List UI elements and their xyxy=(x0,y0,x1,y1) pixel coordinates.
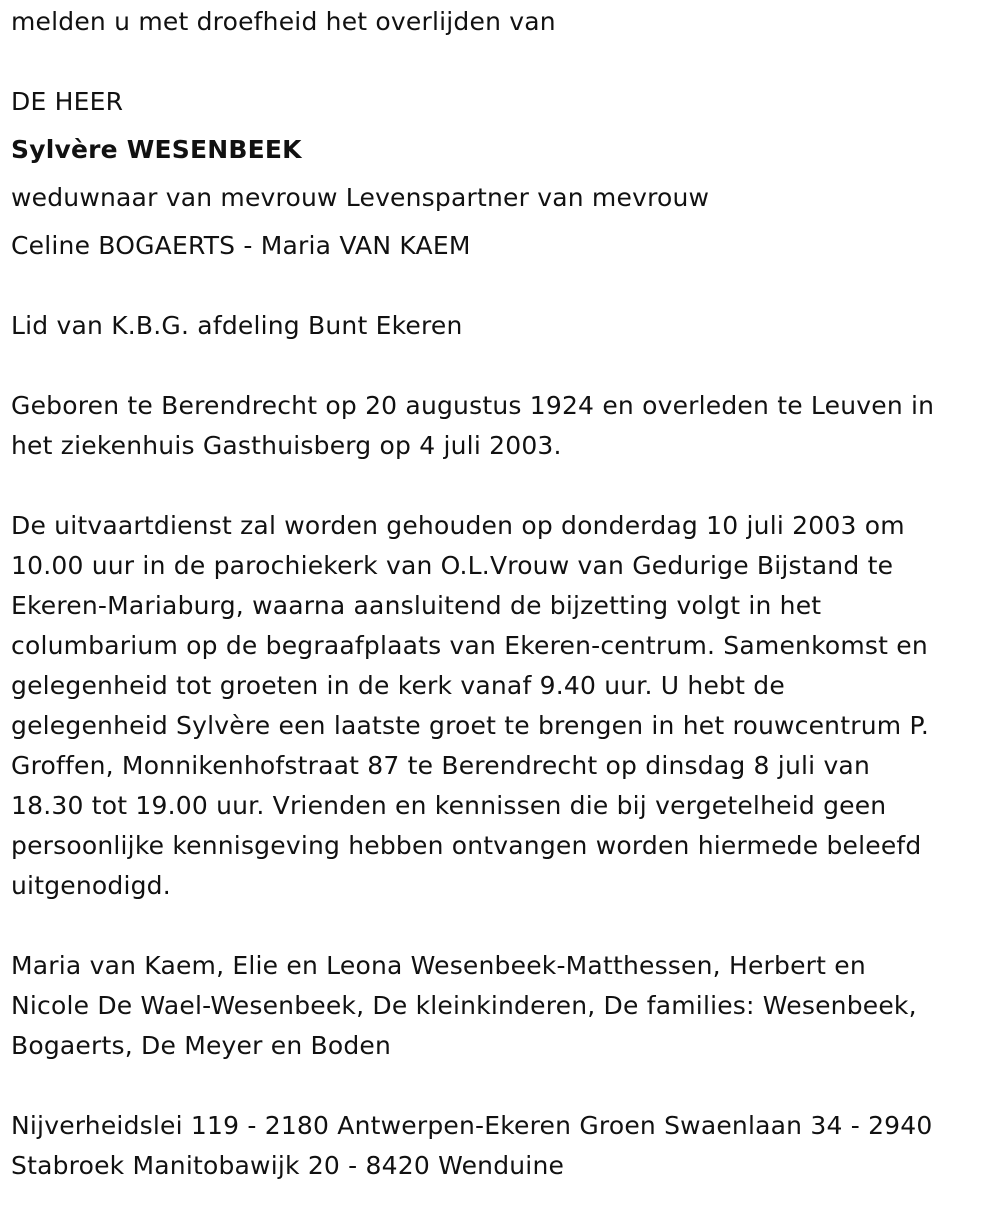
funeral-line: Ekeren-Mariaburg, waarna aansluitend de bijzetting volgt in het xyxy=(11,591,822,620)
address-line: Nijverheidslei 119 - 2180 Antwerpen-Ekeren Groen Swaenlaan 34 - 2940 xyxy=(11,1111,933,1140)
funeral-line: uitgenodigd. xyxy=(11,871,171,900)
funeral-line: 10.00 uur in de parochiekerk van O.L.Vrouw van Gedurige Bijstand te xyxy=(11,551,894,580)
funeral-line: gelegenheid Sylvère een laatste groet te brengen in het rouwcentrum P. xyxy=(11,711,929,740)
funeral-line: 18.30 tot 19.00 uur. Vrienden en kennissen die bij vergetelheid geen xyxy=(11,791,887,820)
birth-death-line: het ziekenhuis Gasthuisberg op 4 juli 2003. xyxy=(11,431,562,460)
partner-names: Celine BOGAERTS - Maria VAN KAEM xyxy=(11,231,471,260)
deceased-name: Sylvère WESENBEEK xyxy=(11,135,302,164)
relation-text: weduwnaar van mevrouw Levenspartner van mevrouw xyxy=(11,183,710,212)
address-line: Stabroek Manitobawijk 20 - 8420 Wenduine xyxy=(11,1151,565,1180)
family-line: Maria van Kaem, Elie en Leona Wesenbeek-Matthessen, Herbert en xyxy=(11,951,866,980)
intro-text: melden u met droefheid het overlijden van xyxy=(11,7,556,36)
family-paragraph xyxy=(11,946,986,1066)
death-notice xyxy=(11,2,986,1186)
funeral-line: Groffen, Monnikenhofstraat 87 te Berendrecht op dinsdag 8 juli van xyxy=(11,751,871,780)
funeral-line: gelegenheid tot groeten in de kerk vanaf 9.40 uur. U hebt de xyxy=(11,671,785,700)
membership-text: Lid van K.B.G. afdeling Bunt Ekeren xyxy=(11,311,463,340)
funeral-line: persoonlijke kennisgeving hebben ontvangen worden hiermede beleefd xyxy=(11,831,922,860)
birth-death-line: Geboren te Berendrecht op 20 augustus 1924 en overleden te Leuven in xyxy=(11,391,935,420)
address-paragraph xyxy=(11,1106,986,1186)
birth-death-paragraph xyxy=(11,386,986,466)
honorific: DE HEER xyxy=(11,87,124,116)
funeral-line: columbarium op de begraafplaats van Ekeren-centrum. Samenkomst en xyxy=(11,631,928,660)
family-line: Bogaerts, De Meyer en Boden xyxy=(11,1031,392,1060)
family-line: Nicole De Wael-Wesenbeek, De kleinkinderen, De families: Wesenbeek, xyxy=(11,991,917,1020)
funeral-line: De uitvaartdienst zal worden gehouden op donderdag 10 juli 2003 om xyxy=(11,511,905,540)
funeral-paragraph xyxy=(11,506,986,906)
